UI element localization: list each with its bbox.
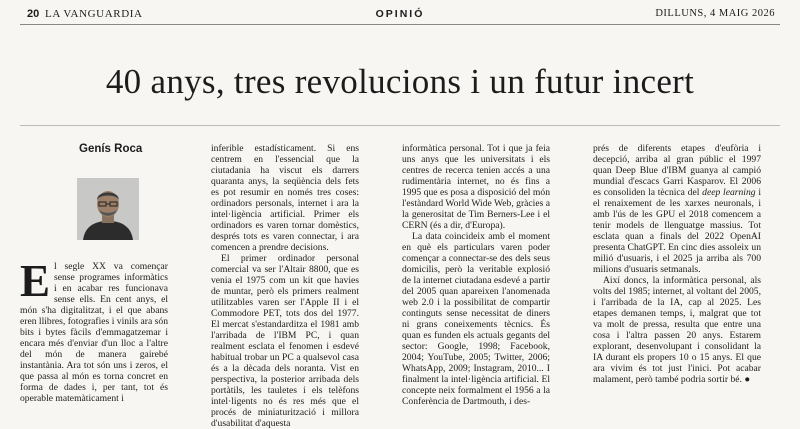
section-label: OPINIÓ [375,8,425,20]
paragraph-7-text: Així doncs, la informàtica personal, als volts del 1985; internet, al voltant del 2005, i l'arribada de la IA, cap al 2025. Les etapes demanen temps, i, malgrat que tot va molt de pressa, resulta que entre una cosa i l'altra passen 20 anys. Estarem explorant, desenvolupant i consolidant la IA durant els propers 10 o 15 anys. El que ara vivim és tot just l'inici. Pot acabar malament, però també podria sortir bé. [593,275,761,385]
paragraph-6-text-a: prés de diferents etapes d'eufòria i decepció, arriba al gran públic el 1997 quan Deep Blue d'IBM guanya al campió mundial d'escacs Garri Kasparov. El 2006 es consoliden la tècnica del [593,143,761,198]
publication-date: DILLUNS, 4 MAIG 2026 [655,8,775,19]
page-number: 20 [27,8,40,20]
drop-cap: E [20,256,51,306]
headline-rule [20,125,780,126]
end-mark: ● [744,374,751,385]
paragraph-1: l segle XX va començar sense programes informàtics i en acabar res funcionava sense ells. En cent anys, el món s'ha digitalitzat, i el que abans eren llibres, fotografies i vinils ara són bits i bytes fàcils d'emmagatzemar i encara més d'enviar d'un lloc a l'altre del món de manera gairebé instantània. Ara tot són uns i zeros, el que passa al món es torna concret en forma de dades i, per tant, tot és operable matemàticament i [20,261,168,404]
paragraph-5: La data coincideix amb el moment en què els particulars varen poder començar a connectar-se des dels seus domicilis, però la veritable explosió de la internet ciutadana esdevé a partir del 2005 quan apareixen l'anomenada web 2.0 i la possibilitat de compartir continguts sense necessitat de diners ni grans coneixements tècnics. És quan es funden els actuals gegants del sector: Google, 1998; Facebook, 2004; YouTube, 2005; Twitter, 2006; WhatsApp, 2009; Instagram, 2010... I finalment la intel·ligència artificial. El concepte neix formalment el 1956 a la Conferència de Dartmouth, i des- [402,231,550,407]
paragraph-4: informàtica personal. Tot i que ja feia uns anys que les universitats i els centres de recerca tenien accés a una rudimentària internet, no és fins a 1995 que es posa a disposició del món l'estàndard World Wide Web, gràcies a la generositat de Tim Berners-Lee i el CERN (és a dir, d'Europa). [402,143,550,231]
paragraph-6 [593,143,761,275]
column-2 [211,143,359,429]
masthead [0,0,800,24]
paragraph-2: inferible estadísticament. Si ens centrem en l'essencial que la ciutadania ha viscut els darrers quaranta anys, la seqüència dels fets es pot resumir en només tres coses: ordinadors personals, internet i ara la intel·ligència artificial. Primer els ordinadors es varen tornar domèstics, després tots es varen connectar, i ara comencen a prendre decisions. [211,143,359,253]
header-rule [20,24,780,25]
author-name: Genís Roca [79,143,143,155]
newspaper-name: LA VANGUARDIA [45,8,143,20]
column-3 [402,143,550,407]
column-4 [593,143,761,407]
article-body [20,143,785,429]
paragraph-7 [593,275,761,385]
paragraph-6-text-b: i el renaixement de les xarxes neuronals, i amb l'ús de les GPU el 2018 comencem a tenir models de llenguatge massius. Tot esclata quan a finals del 2022 OpenAI presenta ChatGPT. En cinc dies assoleix un milió d'usuaris, i el 2025 ja arriba als 700 milions d'usuaris setmanals. [593,187,761,275]
paragraph-3: El primer ordinador personal comercial va ser l'Altair 8800, que es venia el 1975 com un kit que havies de muntar, però els primers realment utilitzables varen ser l'Apple II i el Commodore PET, tots dos del 1977. El mercat s'estandarditza el 1981 amb l'arribada de l'IBM PC, i quan realment esclata el fenomen i esdevé habitual trobar un PC a qualsevol casa és a la dècada dels noranta. Vist en perspectiva, la posterior arribada dels portàtils, les tauletes i els telèfons intel·ligents no és res més que el procés de miniaturització i millora d'usabilitat d'aquesta [211,253,359,429]
column-1 [20,256,168,407]
paragraph-6-emphasis: deep learning [702,187,756,198]
headline: 40 anys, tres revolucions i un futur incert [105,62,695,101]
